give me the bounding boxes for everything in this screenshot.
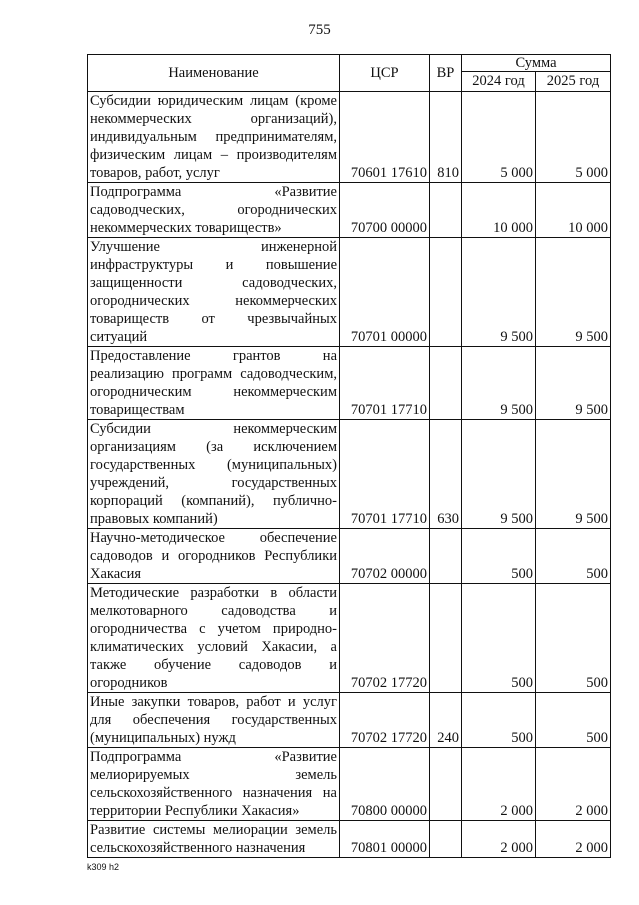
row-sum-2025: 2 000 [536, 748, 611, 821]
row-csr: 70701 17710 [340, 420, 430, 529]
row-sum-2024: 500 [462, 693, 536, 748]
row-name: Научно-методическое обеспечение садоводов и огородников Республики Хакасия [88, 529, 340, 584]
row-vr: 810 [430, 92, 462, 183]
row-csr: 70800 00000 [340, 748, 430, 821]
table-row [88, 693, 611, 748]
table-header [88, 55, 611, 92]
row-sum-2024: 9 500 [462, 420, 536, 529]
row-sum-2024: 500 [462, 529, 536, 584]
row-vr [430, 529, 462, 584]
row-sum-2025: 500 [536, 693, 611, 748]
row-name: Подпрограмма «Развитие садоводческих, огороднических некоммерческих товариществ» [88, 183, 340, 238]
row-sum-2024: 9 500 [462, 238, 536, 347]
row-sum-2024: 2 000 [462, 748, 536, 821]
header-csr: ЦСР [340, 55, 430, 92]
table-row [88, 748, 611, 821]
row-sum-2025: 5 000 [536, 92, 611, 183]
row-vr: 630 [430, 420, 462, 529]
row-sum-2024: 2 000 [462, 821, 536, 858]
header-vr: ВР [430, 55, 462, 92]
row-name: Методические разработки в области мелкотоварного садоводства и огородничества с учетом природно-климатических условий Хакасии, а также обучение садоводов и огородников [88, 584, 340, 693]
header-year-2024: 2024 год [462, 72, 536, 92]
table-row [88, 584, 611, 693]
row-sum-2025: 10 000 [536, 183, 611, 238]
row-sum-2025: 500 [536, 529, 611, 584]
row-csr: 70701 17710 [340, 347, 430, 420]
row-vr [430, 347, 462, 420]
row-sum-2024: 9 500 [462, 347, 536, 420]
table-row [88, 529, 611, 584]
table-row [88, 821, 611, 858]
row-sum-2024: 500 [462, 584, 536, 693]
row-sum-2024: 5 000 [462, 92, 536, 183]
row-sum-2024: 10 000 [462, 183, 536, 238]
row-name: Развитие системы мелиорации земель сельскохозяйственного назначения [88, 821, 340, 858]
row-csr: 70701 00000 [340, 238, 430, 347]
row-vr: 240 [430, 693, 462, 748]
header-year-2025: 2025 год [536, 72, 611, 92]
row-sum-2025: 9 500 [536, 420, 611, 529]
row-sum-2025: 9 500 [536, 347, 611, 420]
row-vr [430, 821, 462, 858]
budget-table [87, 54, 611, 858]
row-vr [430, 183, 462, 238]
row-name: Предоставление грантов на реализацию программ садоводческим, огородническим некоммерческим товариществам [88, 347, 340, 420]
header-name: Наименование [88, 55, 340, 92]
row-sum-2025: 500 [536, 584, 611, 693]
row-csr: 70702 00000 [340, 529, 430, 584]
footer-code: k309 h2 [87, 862, 120, 872]
row-csr: 70700 00000 [340, 183, 430, 238]
table-row [88, 420, 611, 529]
page-number: 755 [308, 22, 331, 38]
row-name: Подпрограмма «Развитие мелиорируемых земель сельскохозяйственного назначения на территории Республики Хакасия» [88, 748, 340, 821]
row-vr [430, 748, 462, 821]
header-sum: Сумма [462, 55, 611, 72]
row-sum-2025: 9 500 [536, 238, 611, 347]
row-name: Улучшение инженерной инфраструктуры и повышение защищенности садоводческих, огороднических некоммерческих товариществ от чрезвычайных ситуаций [88, 238, 340, 347]
row-name: Субсидии некоммерческим организациям (за исключением государственных (муниципальных) учреждений, государственных корпораций (компаний), публично-правовых компаний) [88, 420, 340, 529]
row-sum-2025: 2 000 [536, 821, 611, 858]
row-vr [430, 584, 462, 693]
row-csr: 70601 17610 [340, 92, 430, 183]
row-csr: 70801 00000 [340, 821, 430, 858]
table-row [88, 92, 611, 183]
row-name: Субсидии юридическим лицам (кроме некоммерческих организаций), индивидуальным предпринимателям, физическим лицам – производителям товаров, работ, услуг [88, 92, 340, 183]
table-body [88, 92, 611, 858]
row-name: Иные закупки товаров, работ и услуг для обеспечения государственных (муниципальных) нужд [88, 693, 340, 748]
table-row [88, 238, 611, 347]
row-csr: 70702 17720 [340, 693, 430, 748]
table-row [88, 183, 611, 238]
row-csr: 70702 17720 [340, 584, 430, 693]
table-row [88, 347, 611, 420]
row-vr [430, 238, 462, 347]
